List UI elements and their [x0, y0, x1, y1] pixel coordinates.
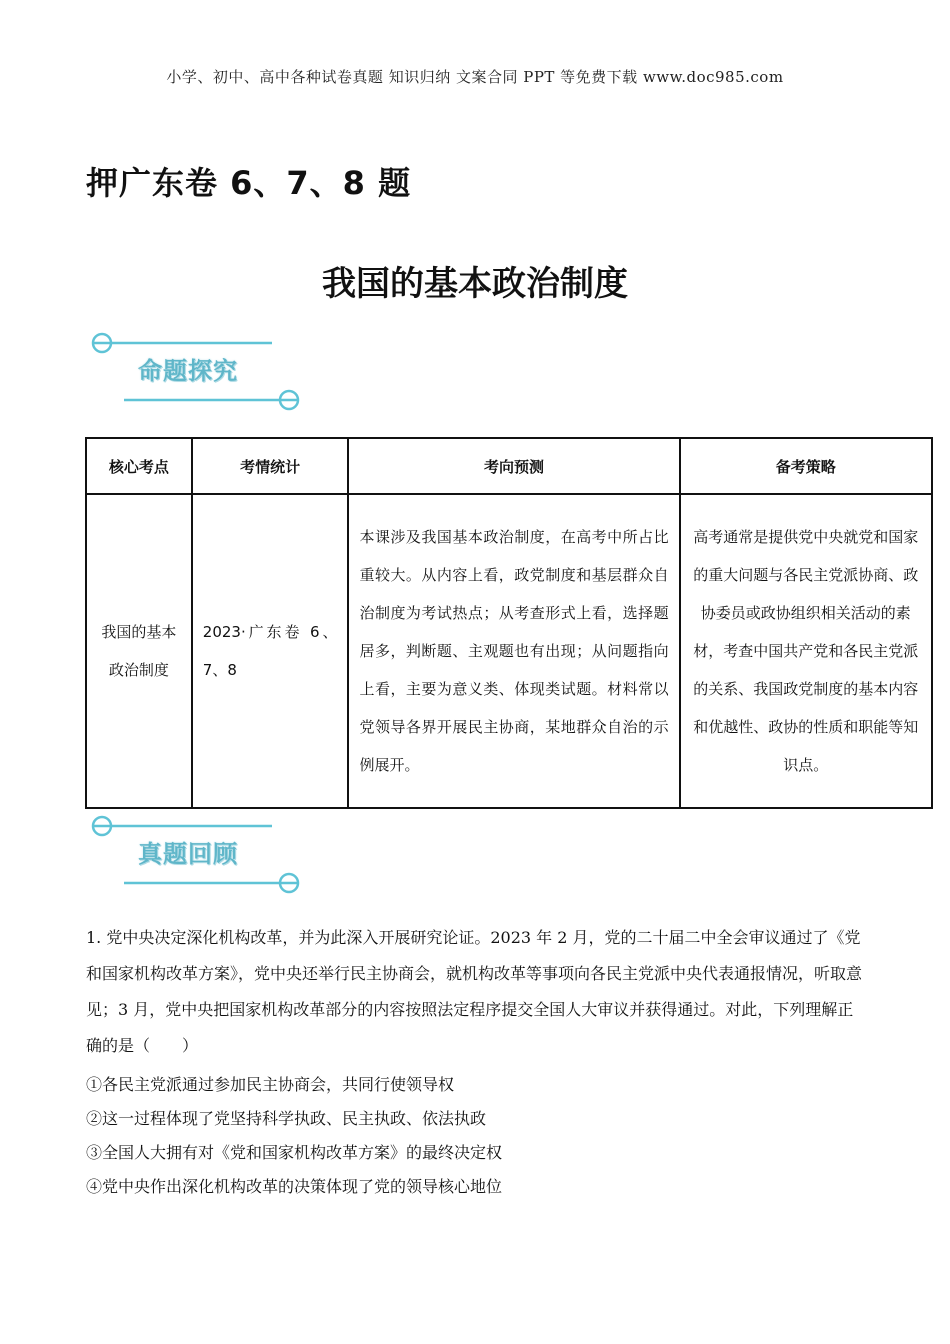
cell-core-point: 我国的基本政治制度	[86, 494, 192, 808]
banner-label: 命题探究	[138, 357, 238, 385]
table-header-row	[86, 438, 932, 494]
option-3: ③全国人大拥有对《党和国家机构改革方案》的最终决定权	[86, 1143, 503, 1162]
explore-banner	[86, 325, 306, 415]
header-prediction: 考向预测	[348, 438, 679, 494]
table-row	[86, 494, 932, 808]
options-list	[86, 1068, 502, 1204]
option-2: ②这一过程体现了党坚持科学执政、民主执政、依法执政	[86, 1109, 487, 1128]
cell-strategy: 高考通常是提供党中央就党和国家的重大问题与各民主党派协商、政协委员或政协组织相关活动的素材，考查中国共产党和各民主党派的关系、我国政党制度的基本内容和优越性、政协的性质和职能等知识点。	[680, 494, 932, 808]
cell-stats: 2023·广东卷 6、7、8	[192, 494, 349, 808]
header-stats: 考情统计	[192, 438, 349, 494]
banner-label: 真题回顾	[138, 840, 238, 868]
info-table	[85, 437, 933, 809]
question-stem: 1. 党中央决定深化机构改革，并为此深入开展研究论证。2023 年 2 月，党的二十届二中全会审议通过了《党和国家机构改革方案》，党中央还举行民主协商会，就机构改革等事项向各民主党派中央代表通报情况，听取意见；3 月，党中央把国家机构改革部分的内容按照法定程序提交全国人大审议并获得通过。对此，下列理解正确的是（ ）	[86, 928, 863, 1055]
section-title: 我国的基本政治制度	[322, 264, 628, 304]
cell-prediction: 本课涉及我国基本政治制度，在高考中所占比重较大。从内容上看，政党制度和基层群众自治制度为考试热点；从考查形式上看，选择题居多，判断题、主观题也有出现；从问题指向上看，主要为意义类、体现类试题。材料常以党领导各界开展民主协商，某地群众自治的示例展开。	[348, 494, 679, 808]
question-block	[86, 920, 866, 1064]
review-banner	[86, 808, 306, 898]
option-1: ①各民主党派通过参加民主协商会，共同行使领导权	[86, 1075, 455, 1094]
option-4: ④党中央作出深化机构改革的决策体现了党的领导核心地位	[86, 1177, 503, 1196]
page-title: 押广东卷 6、7、8 题	[86, 164, 412, 202]
header-strategy: 备考策略	[680, 438, 932, 494]
page-header: 小学、初中、高中各种试卷真题 知识归纳 文案合同 PPT 等免费下载 www.doc985.com	[166, 68, 784, 86]
header-core-point: 核心考点	[86, 438, 192, 494]
